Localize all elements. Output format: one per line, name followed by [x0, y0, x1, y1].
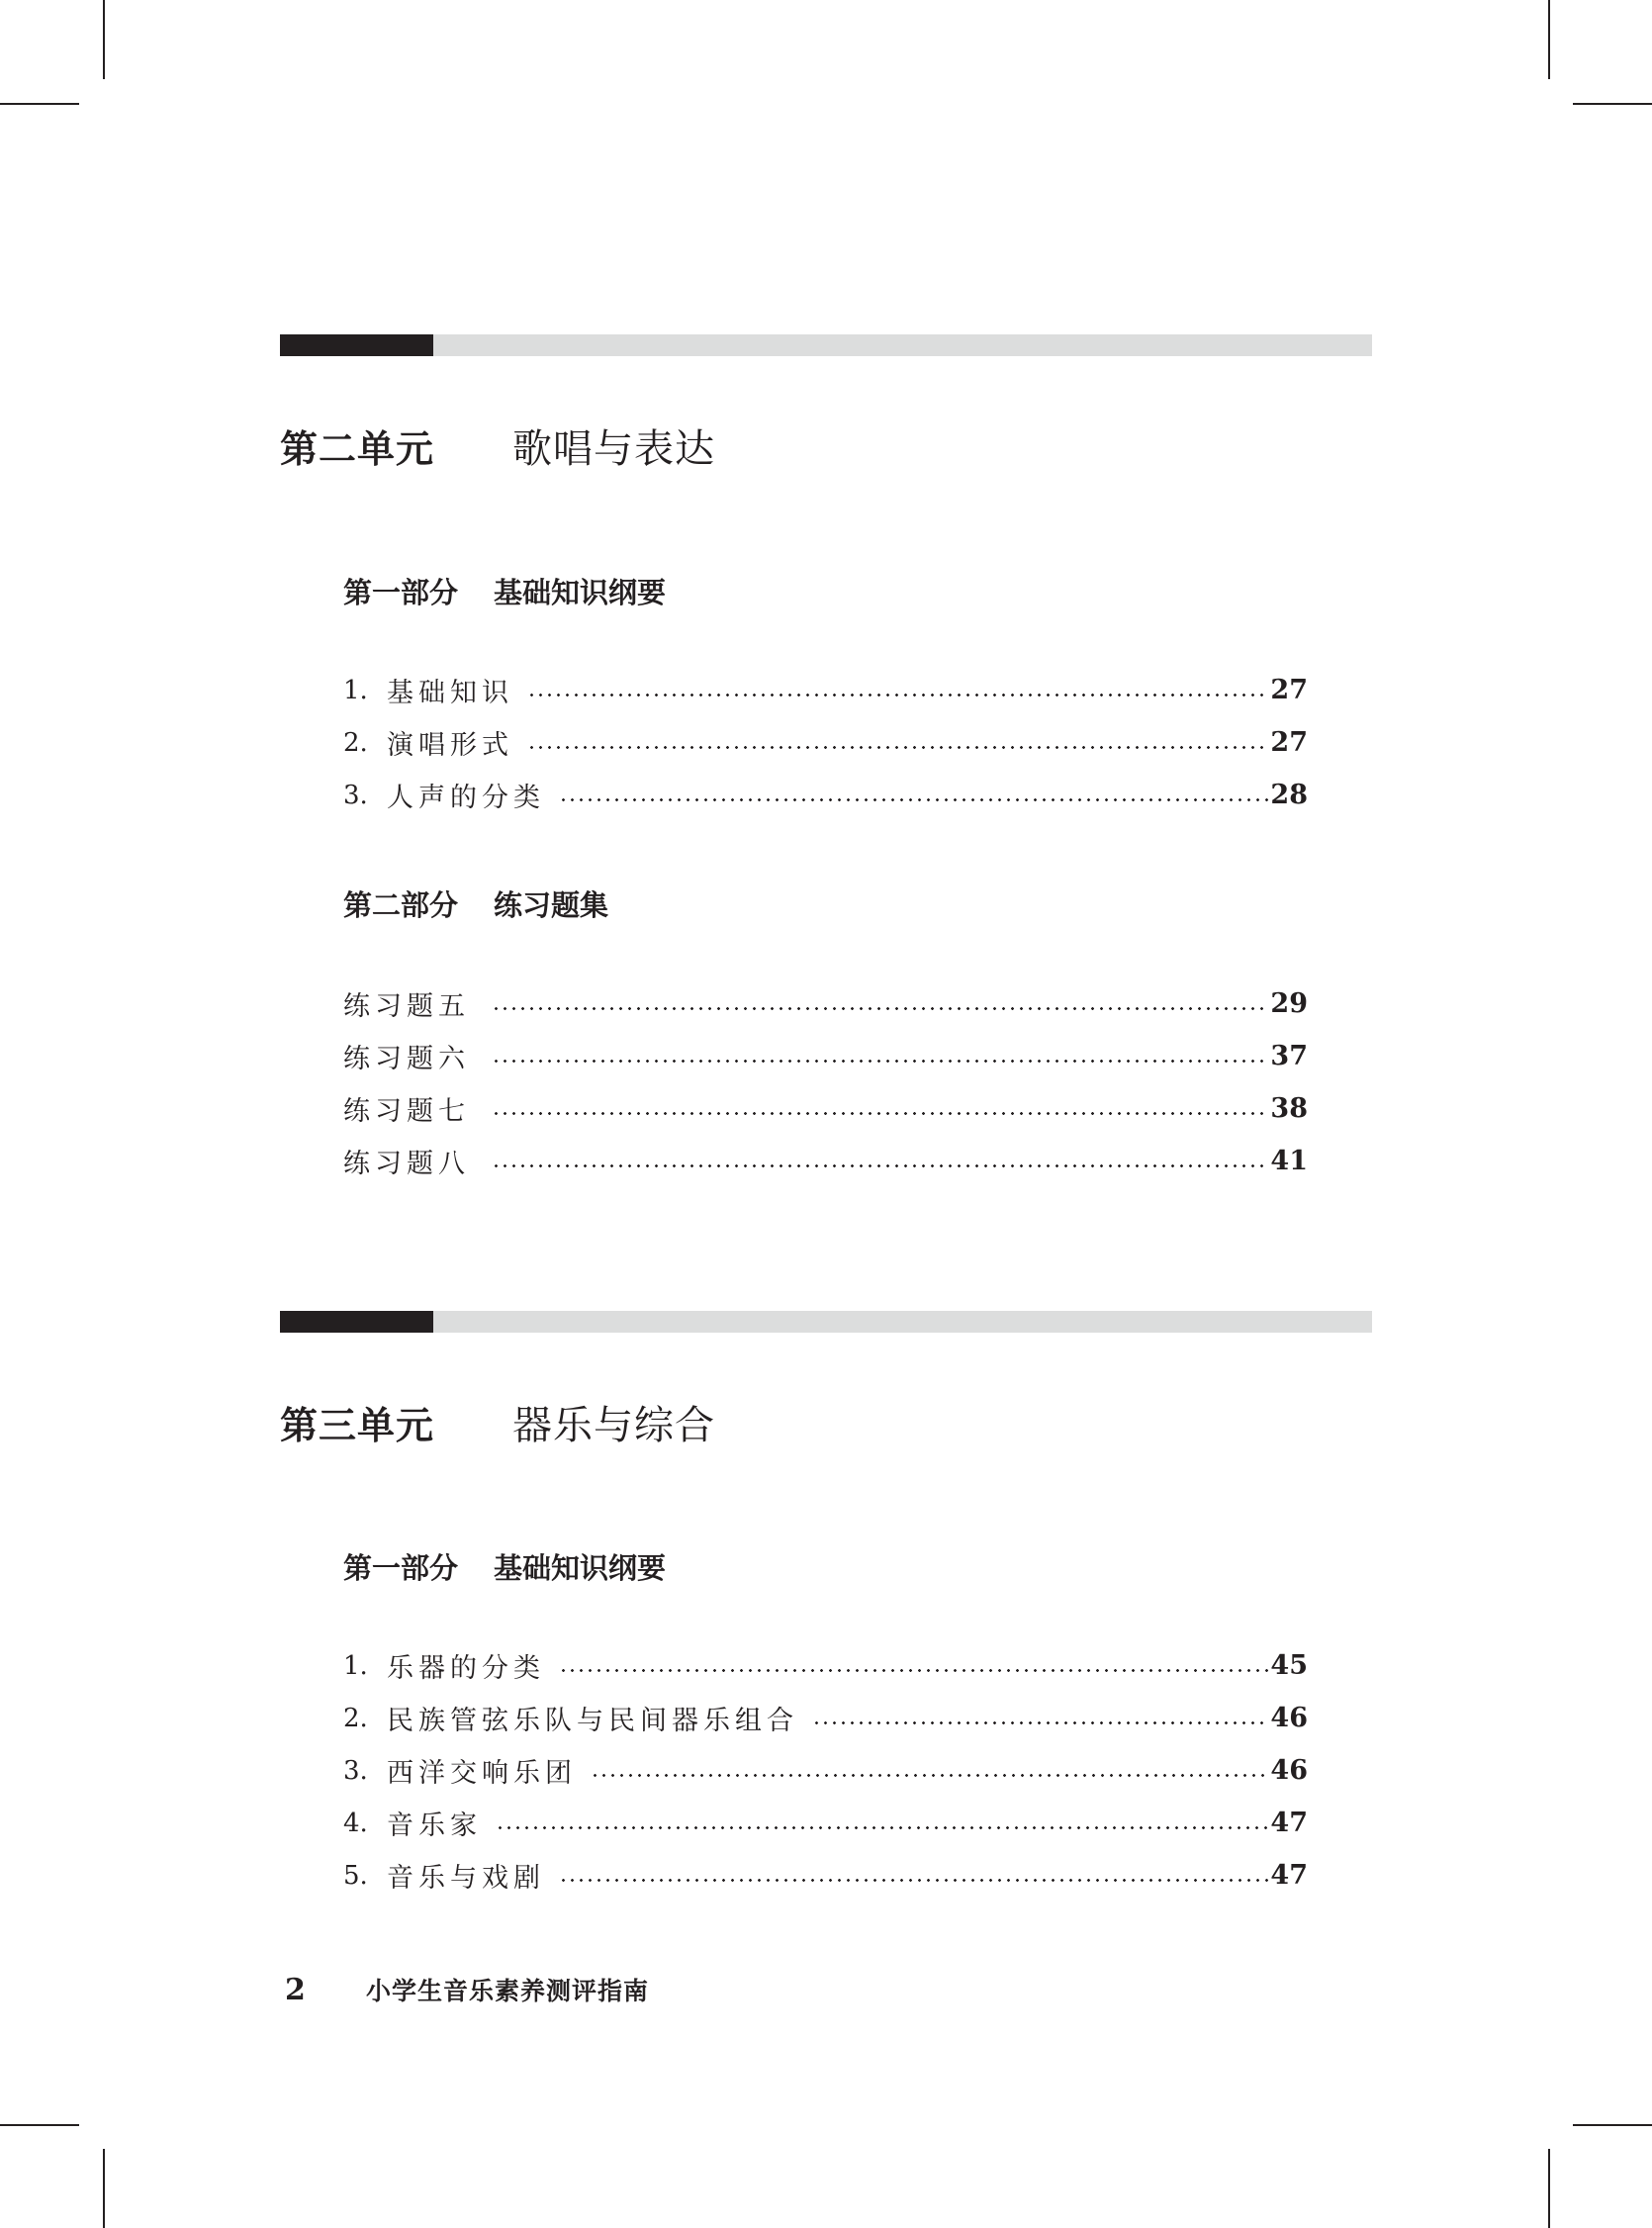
- toc-entry-title: 练习题五: [343, 991, 470, 1022]
- page-footer: [285, 1972, 649, 2007]
- unit-bar-accent: [280, 1311, 433, 1333]
- unit-title: [280, 416, 1372, 475]
- toc-entry-page: 37: [1270, 1041, 1308, 1071]
- crop-mark: [1573, 103, 1652, 105]
- unit-bar: [280, 1311, 1372, 1333]
- dot-leader: [492, 1112, 1268, 1115]
- toc-entry-title: 音乐家: [387, 1810, 482, 1841]
- toc-entry-title: 民族管弦乐队与民间器乐组合: [387, 1706, 798, 1736]
- toc-entry-title: 演唱形式: [387, 730, 513, 761]
- toc-entry-page: 29: [1270, 988, 1308, 1019]
- toc-entry[interactable]: [343, 1744, 1308, 1797]
- toc-entry-title: 西洋交响乐团: [387, 1758, 577, 1789]
- toc-entry-page: 47: [1270, 1808, 1308, 1838]
- crop-mark: [1573, 2124, 1652, 2126]
- toc-entry-title: 练习题六: [343, 1044, 470, 1074]
- toc-entry-page: 27: [1270, 727, 1308, 758]
- unit-bar-accent: [280, 334, 433, 356]
- page-number: 2: [285, 1972, 306, 2007]
- dot-leader: [559, 1879, 1268, 1882]
- crop-mark: [1548, 0, 1550, 79]
- toc-entry-page: 46: [1270, 1755, 1308, 1786]
- toc-list: [343, 664, 1308, 821]
- toc-entry[interactable]: [343, 1797, 1308, 1849]
- toc-entry[interactable]: [343, 769, 1308, 821]
- unit-heading: [280, 334, 1372, 475]
- part-number: 第一部分: [343, 1551, 459, 1585]
- toc-entry[interactable]: [343, 1030, 1308, 1082]
- crop-mark: [103, 0, 105, 79]
- toc-entry[interactable]: [343, 1135, 1308, 1187]
- crop-mark: [0, 103, 79, 105]
- toc-entry-number: 3.: [343, 1755, 368, 1786]
- toc-list: [343, 977, 1308, 1187]
- book-title: 小学生音乐素养测评指南: [366, 1977, 650, 2005]
- dot-leader: [559, 1669, 1268, 1672]
- toc-entry[interactable]: [343, 716, 1308, 769]
- part-number: 第二部分: [343, 888, 459, 922]
- part-heading: [343, 1546, 666, 1587]
- part-heading: [343, 571, 666, 611]
- toc-entry-page: 45: [1270, 1650, 1308, 1681]
- dot-leader: [492, 1007, 1268, 1010]
- toc-entry-number: 3.: [343, 780, 368, 810]
- unit-title: [280, 1392, 1372, 1451]
- toc-entry[interactable]: [343, 1639, 1308, 1692]
- dot-leader: [492, 1164, 1268, 1167]
- crop-mark: [1548, 2149, 1550, 2228]
- part-title: 基础知识纲要: [494, 576, 667, 609]
- toc-entry-number: 5.: [343, 1860, 368, 1891]
- toc-entry-title: 乐器的分类: [387, 1653, 545, 1684]
- toc-entry-page: 27: [1270, 675, 1308, 705]
- dot-leader: [527, 746, 1268, 749]
- toc-entry-number: 2.: [343, 1703, 368, 1733]
- unit-heading: [280, 1311, 1372, 1451]
- part-number: 第一部分: [343, 576, 459, 609]
- part-title: 基础知识纲要: [494, 1551, 667, 1585]
- crop-mark: [0, 2124, 79, 2126]
- dot-leader: [812, 1721, 1268, 1724]
- toc-entry-title: 音乐与戏剧: [387, 1863, 545, 1894]
- unit-name: 器乐与综合: [512, 1402, 715, 1448]
- toc-entry-title: 练习题七: [343, 1096, 470, 1127]
- toc-entry-title: 人声的分类: [387, 783, 545, 813]
- toc-entry-title: 练习题八: [343, 1149, 470, 1179]
- part-heading: [343, 883, 608, 924]
- toc-entry-page: 41: [1270, 1146, 1308, 1176]
- toc-entry[interactable]: [343, 977, 1308, 1030]
- toc-list: [343, 1639, 1308, 1902]
- dot-leader: [591, 1774, 1268, 1777]
- dot-leader: [559, 798, 1268, 801]
- toc-entry[interactable]: [343, 1692, 1308, 1744]
- toc-entry-number: 1.: [343, 675, 368, 705]
- unit-bar: [280, 334, 1372, 356]
- toc-entry-page: 38: [1270, 1093, 1308, 1124]
- dot-leader: [496, 1826, 1268, 1829]
- toc-entry-page: 47: [1270, 1860, 1308, 1891]
- toc-entry[interactable]: [343, 1082, 1308, 1135]
- unit-label: 第三单元: [280, 1403, 435, 1447]
- part-title: 练习题集: [494, 888, 609, 922]
- unit-label: 第二单元: [280, 426, 435, 471]
- toc-entry[interactable]: [343, 664, 1308, 716]
- toc-entry-page: 46: [1270, 1703, 1308, 1733]
- toc-entry-number: 2.: [343, 727, 368, 758]
- toc-entry-page: 28: [1270, 780, 1308, 810]
- toc-entry-number: 1.: [343, 1650, 368, 1681]
- toc-entry-number: 4.: [343, 1808, 368, 1838]
- dot-leader: [527, 694, 1268, 696]
- dot-leader: [492, 1060, 1268, 1063]
- unit-name: 歌唱与表达: [512, 425, 715, 472]
- crop-mark: [103, 2149, 105, 2228]
- toc-entry-title: 基础知识: [387, 678, 513, 708]
- toc-entry[interactable]: [343, 1849, 1308, 1902]
